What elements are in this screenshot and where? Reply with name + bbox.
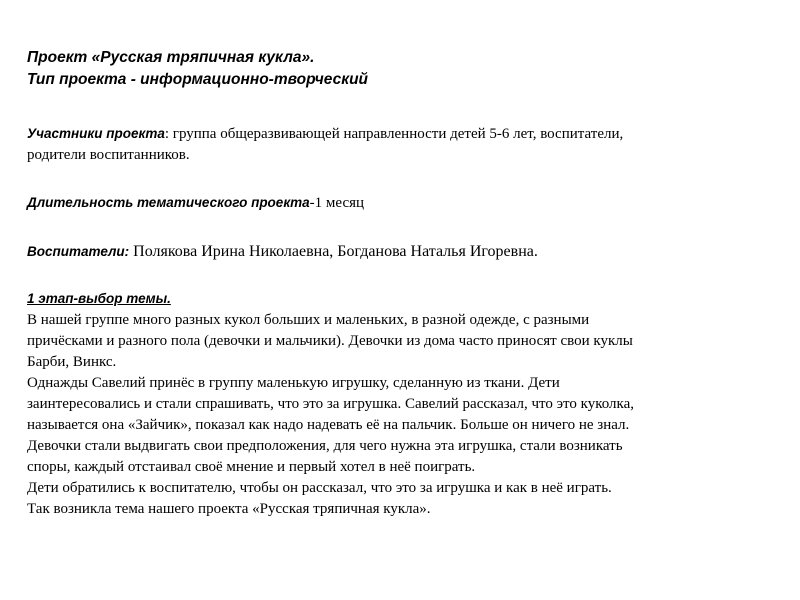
educators-label: Воспитатели: [27,244,130,259]
text-line: Девочки стали выдвигать свои предположения, для чего нужна эта игрушка, стали возникать [27,438,623,454]
participants-paragraph [27,123,787,166]
title-line-2: Тип проекта - информационно-творческий [27,71,369,88]
stage1-heading [27,288,787,310]
document-body [27,123,787,520]
stage1-text [27,310,787,520]
educators-text: Полякова Ирина Николаевна, Богданова Наталья Игоревна. [129,243,538,260]
participants-text-1: : группа общеразвивающей направленности детей 5-6 лет, воспитатели, [164,126,624,142]
educators-paragraph [27,241,787,263]
project-title [27,47,368,91]
text-line: Дети обратились к воспитателю, чтобы он рассказал, что это за игрушка и как в неё играть. [27,480,612,496]
text-line: называется она «Зайчик», показал как надо надевать её на пальчик. Больше он ничего не знал. [27,417,630,433]
title-line-1: Проект «Русская тряпичная кукла». [27,49,315,66]
text-line: заинтересовались и стали спрашивать, что это за игрушка. Савелий рассказал, что это куколка, [27,396,635,412]
text-line: споры, каждый отстаивал своё мнение и первый хотел в неё поиграть. [27,459,476,475]
duration-paragraph [27,192,787,214]
text-line: причёсками и разного пола (девочки и мальчики). Девочки из дома часто приносят свои куклы [27,333,633,349]
participants-label: Участники проекта [27,126,165,141]
text-line: В нашей группе много разных кукол больших и маленьких, в разной одежде, с разными [27,312,590,328]
duration-text: -1 месяц [309,195,365,211]
participants-text-2: родители воспитанников. [27,147,190,163]
text-line: Однажды Савелий принёс в группу маленькую игрушку, сделанную из ткани. Дети [27,375,560,391]
duration-label: Длительность тематического проекта [27,195,310,210]
text-line: Так возникла тема нашего проекта «Русская тряпичная кукла». [27,501,431,517]
text-line: Барби, Винкс. [27,354,117,370]
stage1-heading-text: 1 этап-выбор темы. [27,291,171,306]
